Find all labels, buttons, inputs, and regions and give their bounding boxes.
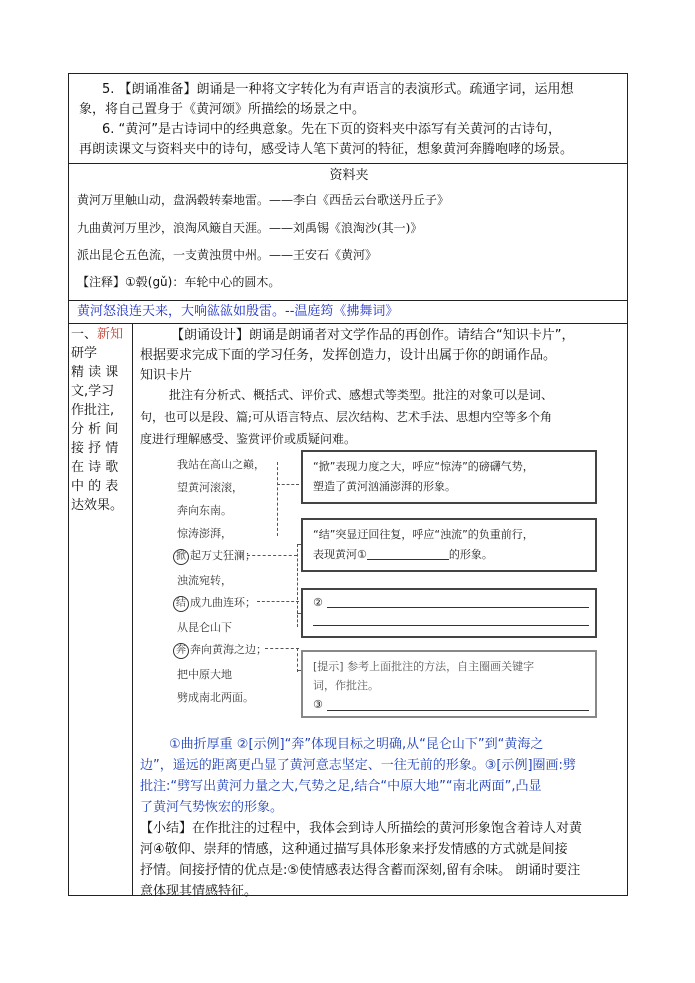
hint-box bbox=[301, 650, 597, 718]
hint-text: [提示] 参考上面批注的方法，自主圈画关键字 bbox=[313, 660, 535, 673]
summary: 抒情。间接抒情的优点是:⑤使情感表达得含蓄而深刻,留有余味。 朗诵时要注 bbox=[140, 863, 581, 878]
left-column-heading bbox=[71, 325, 129, 515]
left-line: 分 析 间 bbox=[71, 422, 119, 437]
poem-line: 奔向东南。 bbox=[177, 504, 232, 517]
divider bbox=[69, 323, 627, 324]
left-line: 精 读 课 bbox=[71, 365, 119, 380]
left-line: 文,学习 bbox=[71, 384, 115, 399]
summary: 意体现其情感特征。 bbox=[140, 884, 258, 899]
answer-quote: 黄河怒浪连天来，大响谹谹如殷雷。--温庭筠《拂舞词》 bbox=[77, 304, 399, 319]
answer-line: 批注:“劈写出黄河力量之大,气势之足,结合“中原大地”“南北两面”,凸显 bbox=[140, 779, 542, 794]
annotation-text: “掀”表现力度之大，呼应“惊涛”的磅礴气势， bbox=[313, 460, 534, 473]
folder-title: 资料夹 bbox=[329, 168, 369, 183]
answer-line: 了黄河气势恢宏的形象。 bbox=[140, 800, 284, 815]
annotation-box bbox=[301, 588, 597, 638]
connector bbox=[265, 648, 299, 649]
poem-line: 奔 奔向黄海之边； bbox=[173, 641, 267, 659]
left-line: 中 的 表 bbox=[71, 479, 119, 494]
annotation-text: ② bbox=[313, 596, 323, 609]
annotation-diagram bbox=[165, 448, 605, 724]
card-text: 度进行理解感受、鉴赏评价或质疑问难。 bbox=[140, 432, 357, 446]
left-line: 一、新知 bbox=[71, 327, 124, 342]
connector bbox=[277, 462, 278, 536]
answer-line: ①曲折厚重 ②[示例]“奔”体现目标之明确,从“昆仑山下”到“黄海之 bbox=[169, 737, 544, 752]
column-divider bbox=[132, 323, 133, 895]
connector bbox=[257, 601, 299, 602]
connector bbox=[297, 601, 298, 627]
fill-line[interactable] bbox=[327, 710, 589, 711]
poem-line: 从昆仑山下 bbox=[177, 621, 232, 634]
poem-line: 结 成九曲连环； bbox=[173, 594, 256, 612]
annotation-text: “结”突显迂回往复，呼应“浊流”的负重前行， bbox=[313, 528, 534, 541]
connector bbox=[277, 484, 299, 485]
circled-char: 掀 bbox=[173, 549, 189, 565]
left-line: 达效果。 bbox=[71, 498, 124, 513]
left-line: 研学 bbox=[71, 346, 98, 361]
card-text: 批注有分析式、概括式、评价式、感想式等类型。批注的对象可以是词、 bbox=[169, 388, 554, 402]
quote-1: 黄河万里触山动，盘涡毂转秦地雷。——李白《西岳云台歌送丹丘子》 bbox=[77, 193, 450, 207]
summary: 【小结】在作批注的过程中，我体会到诗人所描绘的黄河形象饱含着诗人对黄 bbox=[140, 821, 583, 836]
poem-line: 劈成南北两面。 bbox=[177, 691, 254, 704]
poem-line: 望黄河滚滚， bbox=[177, 481, 243, 494]
quote-2: 九曲黄河万里沙，浪淘风簸自天涯。——刘禹锡《浪淘沙(其一)》 bbox=[77, 221, 423, 235]
knowledge-card-title: 知识卡片 bbox=[140, 368, 193, 383]
annotation-box bbox=[301, 518, 597, 572]
connector bbox=[247, 555, 297, 556]
annotation-text: 塑造了黄河汹涌澎湃的形象。 bbox=[313, 480, 456, 493]
poem-line: 我站在高山之巅， bbox=[177, 458, 265, 471]
divider bbox=[69, 300, 627, 301]
circled-char: 结 bbox=[173, 596, 189, 612]
fill-line[interactable] bbox=[313, 625, 589, 626]
left-line: 作批注, bbox=[71, 403, 115, 418]
poem-line: 掀 起万丈狂澜； bbox=[173, 547, 256, 565]
connector bbox=[297, 648, 298, 672]
poem-line: 把中原大地 bbox=[177, 668, 232, 681]
hint-text: 词，作批注。 bbox=[313, 679, 379, 692]
poem-line: 惊涛澎湃， bbox=[177, 527, 232, 540]
card-text: 句，也可以是段、篇;可从语言特点、层次结构、艺术手法、思想内空等多个角 bbox=[140, 410, 553, 424]
left-line: 在 诗 歌 bbox=[71, 460, 119, 475]
item-6-cont: 再朗读课文与资料夹中的诗句，感受诗人笔下黄河的特征，想象黄河奔腾咆哮的场景。 bbox=[79, 142, 574, 157]
answer-line: 边”，遥远的距离更凸显了黄河意志坚定、一往无前的形象。③[示例]圈画:劈 bbox=[140, 758, 576, 773]
summary: 河④敬仰、崇拜的情感，这种通过描写具体形象来抒发情感的方式就是间接 bbox=[140, 842, 568, 857]
fill-line[interactable] bbox=[327, 607, 589, 608]
design-task-cont: 根据要求完成下面的学习任务，发挥创造力，设计出属于你的朗诵作品。 bbox=[140, 348, 557, 363]
divider bbox=[69, 163, 627, 164]
quote-3: 派出昆仑五色流，一支黄浊贯中州。——王安石《黄河》 bbox=[77, 248, 378, 262]
annotation-text: ③ bbox=[313, 698, 323, 711]
annotation-note: 【注释】①毂(gǔ)：车轮中心的圆木。 bbox=[77, 275, 281, 289]
annotation-text: 表现黄河① 的形象。 bbox=[313, 548, 493, 561]
item-5-cont: 象，将自己置身于《黄河颂》所描绘的场景之中。 bbox=[79, 102, 366, 117]
fill-blank[interactable] bbox=[367, 547, 449, 560]
poem-line: 浊流宛转， bbox=[177, 574, 232, 587]
left-line: 接 抒 情 bbox=[71, 441, 119, 456]
circled-char: 奔 bbox=[173, 643, 189, 659]
item-5: 5. 【朗诵准备】朗诵是一种将文字转化为有声语言的表演形式。疏通字词，运用想 bbox=[102, 82, 574, 97]
connector bbox=[297, 544, 298, 600]
item-6: 6. “黄河”是古诗词中的经典意象。先在下页的资料夹中添写有关黄河的古诗句， bbox=[102, 122, 562, 137]
design-task: 【朗诵设计】朗诵是朗诵者对文学作品的再创作。请结合“知识卡片”， bbox=[171, 328, 575, 343]
annotation-box bbox=[301, 450, 597, 504]
new-knowledge-tag: 新知 bbox=[97, 327, 124, 342]
